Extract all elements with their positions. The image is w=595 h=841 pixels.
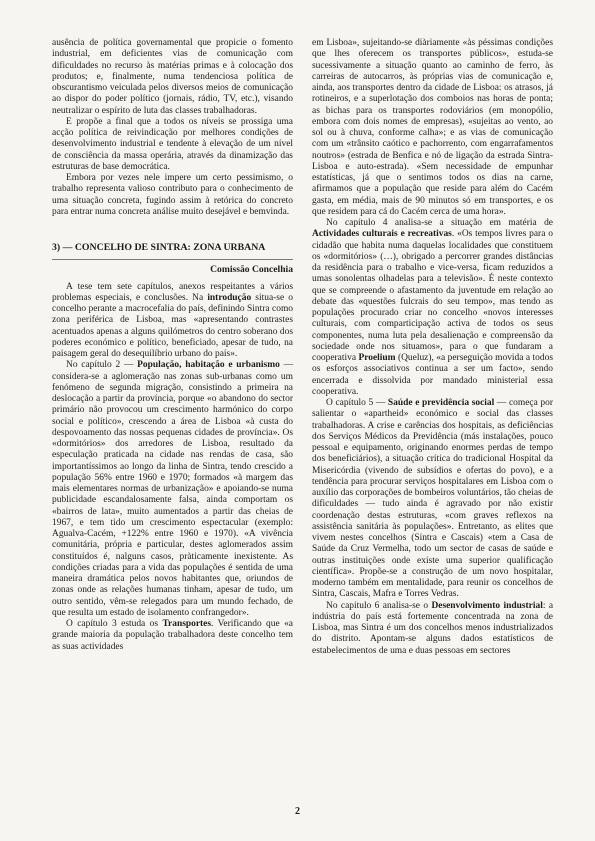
bold-term: Proelium [358, 353, 396, 363]
text-run: — começa por salientar o «apartheid» económico e social das classes trabalhadoras. A crise e carências dos hospitais, as deficiências dos Serviços Médicos da Previdência (más instalações, pouco pessoal e equipamento, originando enormes perdas de tempo dos beneficiários), a situação crítica do tradicional Hospital da Misericórdia (vivendo de subsídios e ofertas do povo), e a tendência para procurar serviços hospitalares em Lisboa com o auxílio das corporações de bombeiros voluntários, tão cheias de dificuldades — tudo ainda é agravado por não existir coordenação destas estruturas, «com graves reflexos na assistência sanitária às populações». Entretanto, as elites que vivem nestes concelhos (Sintra e Cascais) «tem a Casa de Saúde da Cruz Vermelha, todo um sector de casas de saúde e outras instituições onde existe uma superior qualificação científica». Propõe-se a construção de um novo hospitalar, moderno também em mentalidade, para reunir os concelhos de Sintra, Cascais, Mafra e Torres Vedras. [312, 398, 553, 600]
divider [52, 259, 293, 260]
bold-term: Actividades culturais e recreativas [312, 229, 452, 240]
bold-term: Desenvolvimento industrial [431, 600, 543, 611]
page-number: 2 [295, 806, 300, 817]
left-column [52, 38, 293, 653]
bold-term: População, habitação e urbanismo [137, 360, 280, 371]
text-run: . «Os tempos livres para o cidadão que habita numa daquelas localidades que constituem os «dormitórios» (…), obrigado a percorrer grandes distâncias da residência para o trabalho e vice-versa, ficam reduzidos a umas sonolentas olhadelas para a televisão». É neste contexto que se compreende o afastamento da juventude em relação ao debate das «questões fulcrais do seu tempo», mas tendo as populações procurado criar no concelho «novos interesses culturais, com comparticipação activa de todos os seus componentes, numa luta pela desalienação e compreensão da sociedade onde nos situamos», para o que fundaram a cooperativa [312, 229, 553, 363]
text-run: O capítulo 3 estuda os [66, 619, 163, 629]
paragraph: Embora por vezes nele impere um certo pessimismo, o trabalho representa valioso contributo para o conhecimento de uma situação concreta, fugindo assim à retórica do concreto para entrar numa concreta análise muito desejável e bemvinda. [52, 173, 293, 217]
bold-term: Transportes [162, 619, 212, 629]
text-run: . Verificando que «a grande maioria da população trabalhadora deste concelho tem as suas actividades [52, 619, 293, 652]
paragraph [52, 619, 293, 653]
text-run: situa-se o concelho perante a macrocefalia do país, definindo Sintra como zona periférica de Lisboa, mas «apresentando contrastes acentuados apenas a alguns quilómetros do centro soberano dos poderes económico e político, beneficiado, apesar de tudo, na paisagem geral do desequilíbrio urbano do país». [52, 292, 293, 359]
text-run: O capítulo 5 — [326, 398, 388, 408]
paragraph [52, 282, 293, 361]
text-run: No capítulo 4 analisa-se a situação em matéria de [326, 218, 553, 228]
author-committee: Comissão Concelhia [210, 264, 293, 276]
text-run: No capítulo 6 analisa-se o [326, 600, 432, 611]
paragraph: E propõe a final que a todos os níveis se prossiga uma acção política de reivindicação por melhores condições de desenvolvimento industrial e tendente à elevação de um nível de consciência da massa operária, através da dinamização das estruturas de base democrática. [52, 116, 293, 172]
paragraph [312, 218, 553, 398]
right-column [312, 38, 553, 657]
text-run: No capítulo 2 — [66, 360, 138, 371]
paragraph [312, 398, 553, 601]
paragraph [312, 601, 553, 657]
text-run: (Queluz), «a perseguição movida a todos os esforços associativos continua a ser um facto», sendo encerrada e dissolvida por mandado ministerial essa cooperativa. [312, 353, 553, 397]
paragraph: ausência de política governamental que propicie o fomento industrial, em deficientes vias de comunicação com dificuldades no recurso às matérias primas e à colocação dos produtos; e, finalmente, numa tendenciosa política de obscurantismo veiculada pelos diversos meios de comunicação ao dispor do poder político (jornais, rádio, TV, etc.), visando neutralizar o espírito de luta das classes trabalhadoras. [52, 38, 293, 116]
paragraph: em Lisboa», sujeitando-se diàriamente «às péssimas condições que lhes oferecem os transportes públicos», estuda-se sucessivamente a situação quanto ao caminho de ferro, às carreiras de autocarros, às próprias vias de comunicação e, ainda, aos transportes dentro da cidade de Lisboa: os atrasos, já rotineiros, e a superlotação dos comboios nas horas de ponta; as bichas para os transportes rodoviários (em monopólio, embora com dois nomes de empresas), «sujeitas ao vento, ao sol ou à chuva, conforme calha»; e as vias de comunicação com um «trânsito caótico e pachorrento, com engarrafamentos noutros» (estrada de Benfica e nó de ligação da estrada Sintra-Lisboa e auto-estrada). «Sem necessidade de empunhar estatísticas, já que o sentimos todos os dias na carne, afirmamos que a população que reside para além do Cacém gasta, em média, mais de 90 minutos só em transportes, e os que residem para cá do Cacém cerca de uma hora». [312, 38, 553, 217]
text-run: — considera-se a aglomeração nas zonas sub-urbanas como um fenómeno de segunda migração, consistindo a primeira na deslocação a partir da província, porque «o abandono do sector primário não provocou um crescimento harmónico do corpo social e político», crescendo a área de Lisboa «à custa do despovoamento das nossas pequenas cidades de província». Os «dormitórios» dos arredores de Lisboa, resultado da especulação praticada na cidade nas rendas de casa, são importantíssimos ao longo da linha de Sintra, tendo crescido a população 56% entre 1960 e 1970; formados «à margem das mais elementares normas de urbanização» e apoiando-se numa publicidade escandalosamente falsa, ainda comportam os «bairros de lata», muito aumentados a partir das cheias de 1967, e tem tido um crescimento espectacular (exemplo: Agualva-Cacém, +122% entre 1960 e 1970). «A vivência comunitária, própria e particular, destes aglomerados assim constituídos é, nalguns casos, pràticamente inexistente. As condições criadas para a vida das populações é sentida de uma maneira dramática pelos novos habitantes que, oriundos de zonas onde as relações humanas tinham, apesar de tudo, um outro sentido, vêm-se relegados para um mundo fechado, de que resulta um estado de isolamento confrangedor». [52, 360, 294, 618]
paragraph [52, 360, 293, 619]
bold-term: introdução [207, 292, 252, 303]
text-run: : a indústria do país está fortemente concentrada na zona de Lisboa, mas Sintra é um dos concelhos menos industrializados do distrito. Apontam-se alguns dados estatísticos de estabelecimentos de uma e duas pessoas em sectores [312, 600, 554, 656]
bold-term: Saúde e previdência social [387, 398, 495, 408]
section-heading: 3) — CONCELHO DE SINTRA: ZONA URBANA [52, 242, 266, 253]
text-run: A tese tem sete capítulos, anexos respeitantes a vários problemas especiais, e conclusões. Na [52, 281, 293, 303]
